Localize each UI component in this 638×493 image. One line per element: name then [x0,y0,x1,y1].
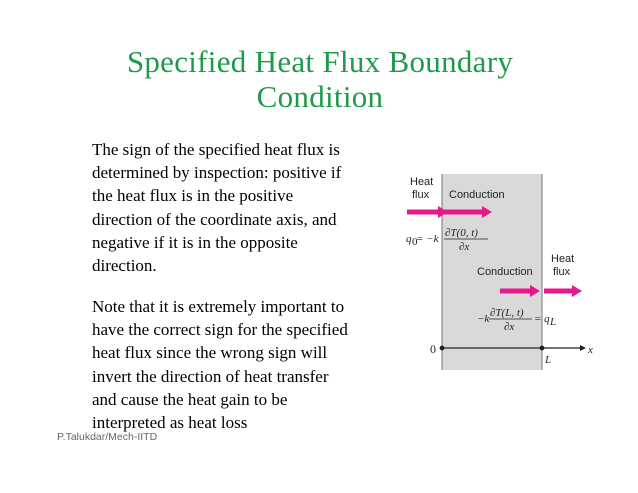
eq-left-sub: 0 [412,236,418,248]
text-line: The sign of the specified heat flux is [92,140,340,159]
eq-right-denominator: ∂x [504,321,515,333]
heat-flux-right-arrowhead [572,285,582,297]
axis-x-label: x [588,344,593,356]
axis-origin-label: 0 [430,342,436,356]
x-axis-arrowhead [580,345,586,351]
paragraph-sign-convention [92,138,392,277]
eq-right-pre: −k [477,313,490,325]
heat-flux-right-label-1: Heat [551,253,575,265]
text-line: heat flux since the wrong sign will [92,343,328,363]
length-L-point [540,346,545,351]
paragraph-importance-note [92,295,392,434]
text-line: interpreted as heat loss [92,413,248,433]
text-line: direction of the coordinate axis, and [92,209,337,229]
eq-left-denominator: ∂x [459,241,470,253]
text-line: the heat flux is in the positive [92,186,294,206]
axis-L-label: L [545,354,552,366]
text-line: and cause the heat gain to be [92,389,288,409]
text-line: have the correct sign for the specified [92,320,348,340]
heat-flux-right-label-2: flux [553,266,571,278]
eq-right-sub: L [550,316,557,328]
text-line: Note that it is extremely important to [92,297,345,316]
heat-flux-diagram [402,160,602,380]
text-line: direction. [92,256,157,276]
eq-left-numerator: ∂T(0, t) [445,227,478,239]
eq-right-numerator: ∂T(L, t) [490,307,524,319]
slide-title [40,44,600,114]
heat-flux-left-label-2: flux [412,189,430,201]
text-line: determined by inspection: positive if [92,163,342,183]
title-line-1: Specified Heat Flux Boundary [126,44,514,79]
eq-left-mid: = −k [416,233,439,245]
footer-credit: P.Talukdar/Mech-IITD [57,431,158,443]
eq-right-rhs: = q [534,313,550,325]
heat-flux-left-label-1: Heat [410,176,434,188]
conduction-left-label: Conduction [449,189,505,201]
conduction-right-label: Conduction [477,266,533,278]
text-line: negative if it is in the opposite [92,232,298,252]
origin-point [440,346,445,351]
text-line: invert the direction of heat transfer [92,366,329,386]
eq-left-q: q [406,233,412,245]
title-line-2: Condition [256,79,384,114]
